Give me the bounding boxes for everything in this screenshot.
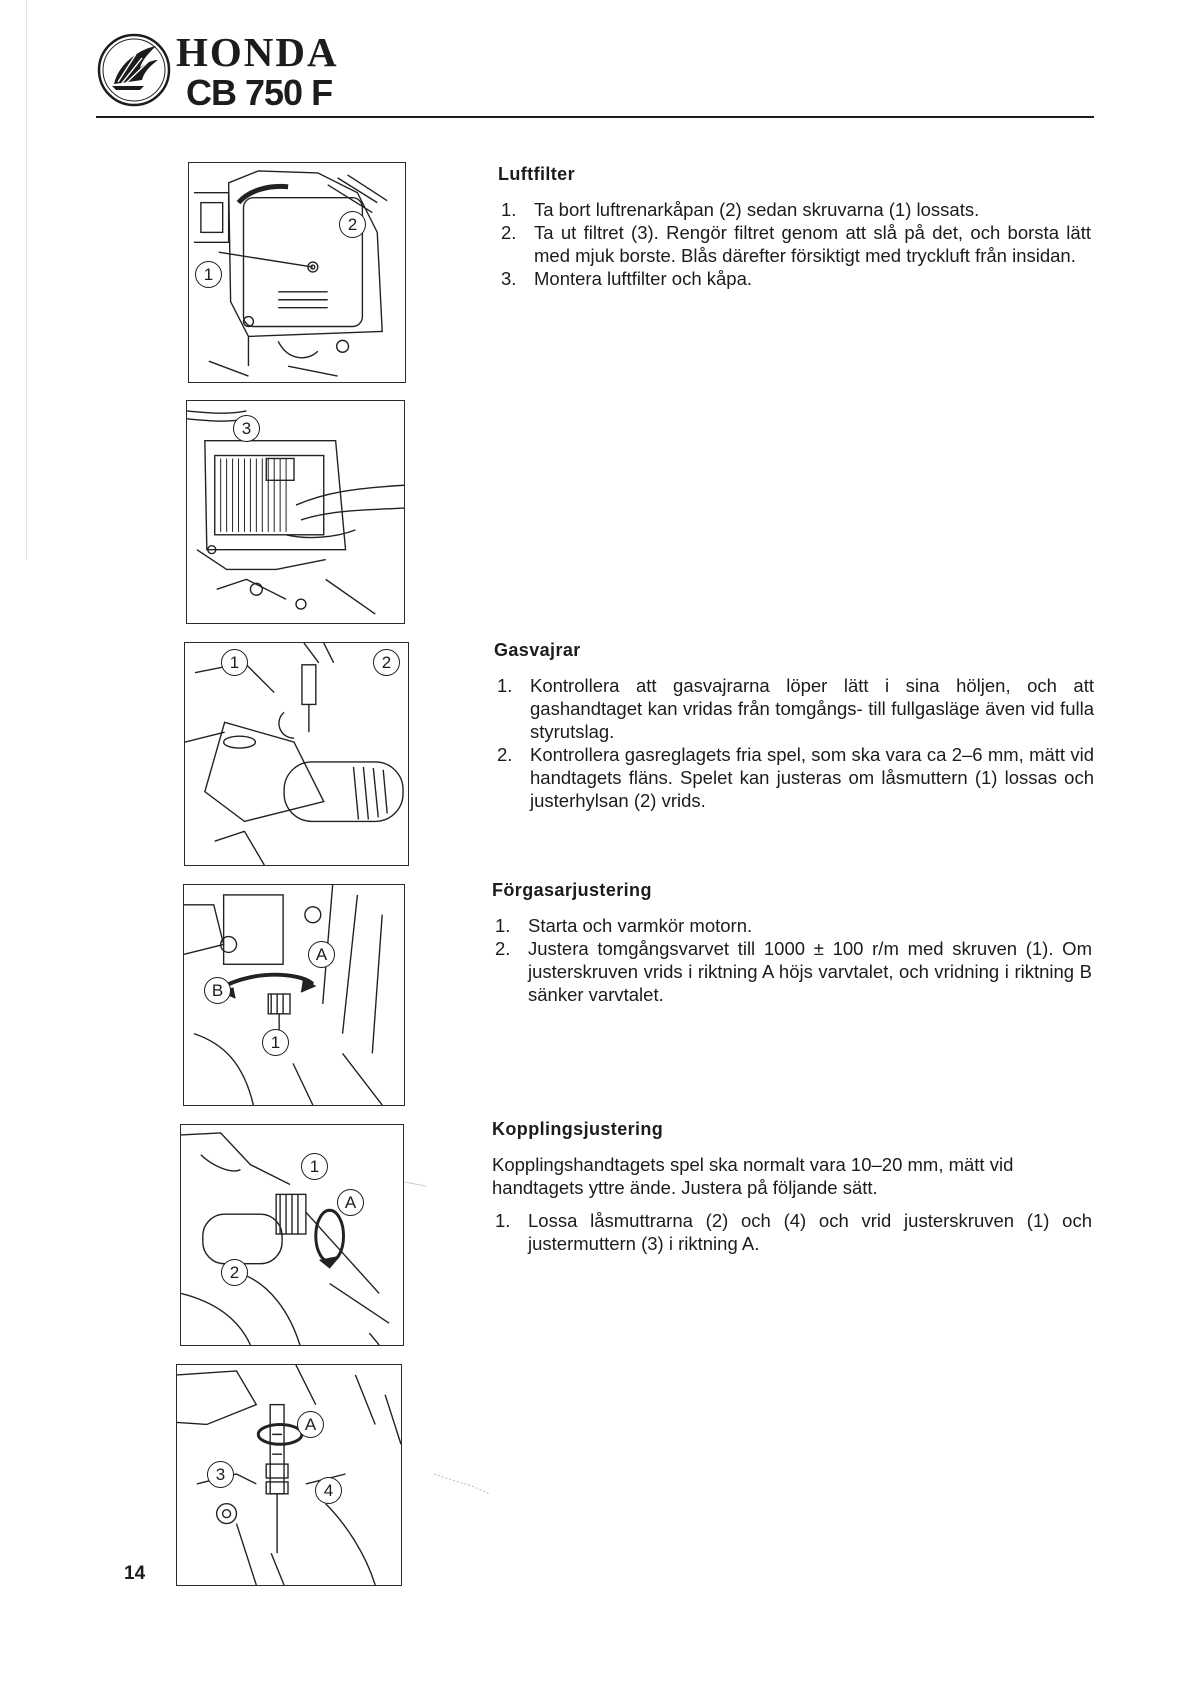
item-number: 3.: [501, 268, 517, 289]
brand-name: HONDA: [176, 29, 339, 75]
item-text: Starta och varmkör motorn.: [528, 915, 753, 936]
instruction-list: [492, 914, 1092, 1006]
callout-2: 2: [373, 649, 400, 676]
item-text: Justera tomgångsvarvet till 1000 ± 100 r/m med skruven (1). Om justerskruven vrids i riktning A höjs varvtalet, och vridning i riktning B sänker varvtalet.: [528, 938, 1092, 1005]
instruction-item: [492, 1209, 1092, 1255]
callout-3: 3: [207, 1461, 234, 1488]
callout-a: A: [337, 1189, 364, 1216]
instruction-item: [498, 221, 1091, 267]
section-title: Förgasarjustering: [492, 880, 652, 900]
instruction-list: [494, 674, 1094, 812]
honda-wing-emblem-icon: [96, 32, 172, 108]
air-filter-removal-illustration: [186, 400, 405, 624]
callout-2: 2: [221, 1259, 248, 1286]
model-name: CB 750 F: [186, 72, 333, 113]
callout-3: 3: [233, 415, 260, 442]
callout-4: 4: [315, 1477, 342, 1504]
item-text: Kontrollera gasreglagets fria spel, som ska vara ca 2–6 mm, mätt vid handtagets fläns. Spelet kan justeras om låsmuttern (1) lossas och justerhylsan (2) vrids.: [530, 744, 1094, 811]
instruction-list: [498, 198, 1091, 290]
callout-1: 1: [195, 261, 222, 288]
section-title: Luftfilter: [498, 164, 575, 184]
instruction-item: [498, 267, 1091, 290]
clutch-lever-adjuster-illustration: [180, 1124, 404, 1346]
item-number: 1.: [501, 199, 517, 220]
item-number: 1.: [495, 915, 511, 936]
instruction-item: [494, 674, 1094, 743]
section-kopplingsjustering: [492, 1119, 1092, 1255]
air-cleaner-cover-illustration: [188, 162, 406, 383]
section-title: Gasvajrar: [494, 640, 581, 660]
idle-speed-screw-illustration: [183, 884, 405, 1106]
scan-smudge: [402, 1178, 428, 1190]
instruction-list: [492, 1209, 1092, 1255]
item-text: Ta bort luftrenarkåpan (2) sedan skruvarna (1) lossats.: [534, 199, 980, 220]
scan-edge-line: [26, 0, 27, 560]
callout-1: 1: [301, 1153, 328, 1180]
instruction-item: [492, 914, 1092, 937]
section-forgasarjustering: [492, 880, 1092, 1006]
clutch-cable-lower-adjuster-illustration: [176, 1364, 402, 1586]
section-gasvajrar: [494, 640, 1094, 812]
item-number: 2.: [495, 938, 511, 959]
section-luftfilter: [498, 164, 1091, 290]
callout-1: 1: [221, 649, 248, 676]
item-number: 1.: [497, 675, 513, 696]
callout-2: 2: [339, 211, 366, 238]
instruction-item: [494, 743, 1094, 812]
item-number: 2.: [497, 744, 513, 765]
item-text: Montera luftfilter och kåpa.: [534, 268, 752, 289]
instruction-item: [492, 937, 1092, 1006]
section-title: Kopplingsjustering: [492, 1119, 664, 1139]
item-number: 1.: [495, 1210, 511, 1231]
callout-1: 1: [262, 1029, 289, 1056]
callout-a: A: [308, 941, 335, 968]
scan-smudge: [432, 1470, 492, 1496]
item-text: Lossa låsmuttrarna (2) och (4) och vrid justerskruven (1) och justermuttern (3) i riktning A.: [528, 1210, 1092, 1254]
item-number: 2.: [501, 222, 517, 243]
callout-a: A: [297, 1411, 324, 1438]
callout-b: B: [204, 977, 231, 1004]
item-text: Ta ut filtret (3). Rengör filtret genom att slå på det, och borsta lätt med mjuk borste. Blås därefter försiktigt med tryckluft från insidan.: [534, 222, 1091, 266]
throttle-cable-illustration: [184, 642, 409, 866]
item-text: Kontrollera att gasvajrarna löper lätt i sina höljen, och att gashandtaget kan vridas från tomgångs- till fullgasläge även vid fulla styrutslag.: [530, 675, 1094, 742]
section-intro: Kopplingshandtagets spel ska normalt vara 10–20 mm, mätt vid handtagets yttre ände. Justera på följande sätt.: [492, 1154, 1014, 1198]
header-divider: [96, 116, 1094, 118]
page-number: 14: [124, 1563, 146, 1584]
instruction-item: [498, 198, 1091, 221]
